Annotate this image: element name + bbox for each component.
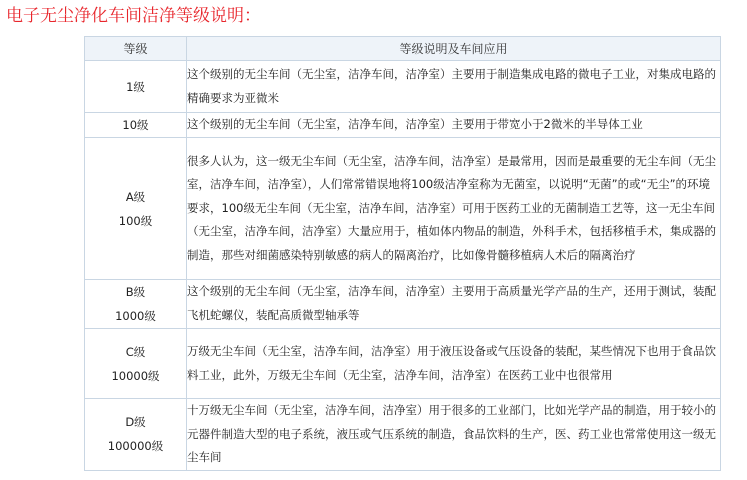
level-grade: A级 (125, 189, 146, 204)
table-row (85, 138, 721, 280)
level-cell (85, 329, 187, 399)
header-level: 等级 (85, 37, 187, 61)
header-description: 等级说明及车间应用 (187, 37, 721, 61)
table-row (85, 399, 721, 471)
level-cell (85, 61, 187, 113)
level-cell (85, 399, 187, 471)
level-class: 10000级 (111, 368, 160, 383)
level-grade: C级 (125, 344, 146, 359)
level-cell (85, 280, 187, 329)
page-title: 电子无尘净化车间洁净等级说明： (6, 6, 261, 26)
description-cell: 十万级无尘车间（无尘室，洁净车间，洁净室）用于很多的工业部门，比如光学产品的制造，用于较小的元器件制造大型的电子系统，液压或气压系统的制造，食品饮料的生产，医、药工业也常常使用这一级无尘车间 (187, 399, 721, 471)
table-row (85, 280, 721, 329)
level-grade: D级 (125, 415, 146, 430)
level-class: 100000级 (107, 439, 164, 454)
description-cell: 这个级别的无尘车间（无尘室，洁净车间，洁净室）主要用于制造集成电路的微电子工业，对集成电路的精确要求为亚微米 (187, 61, 721, 113)
table-header-row (85, 37, 721, 61)
description-cell: 这个级别的无尘车间（无尘室，洁净车间，洁净室）主要用于带宽小于2微米的半导体工业 (187, 113, 721, 138)
level-grade: B级 (125, 285, 146, 299)
level-label: 10级 (122, 118, 149, 132)
table-row (85, 329, 721, 399)
table-row (85, 61, 721, 113)
description-cell: 万级无尘车间（无尘室，洁净车间，洁净室）用于液压设备或气压设备的装配，某些情况下也用于食品饮料工业，此外，万级无尘车间（无尘室，洁净车间，洁净室）在医药工业中也很常用 (187, 329, 721, 399)
level-cell (85, 138, 187, 280)
level-class: 1000级 (115, 309, 156, 323)
level-cell (85, 113, 187, 138)
table-row (85, 113, 721, 138)
cleanroom-level-table (84, 36, 721, 471)
description-cell: 很多人认为，这一级无尘车间（无尘室，洁净车间，洁净室）是最常用，因而是最重要的无尘车间（无尘室，洁净车间，洁净室），人们常常错误地将100级洁净室称为无菌室，以说明“无菌”的或“无尘”的环境要求，100级无尘车间（无尘室，洁净车间，洁净室）可用于医药工业的无菌制造工艺等，这一无尘车间（无尘室，洁净车间，洁净室）大量应用于，植如体内物品的制造，外科手术，包括移植手术，集成器的制造，那些对细菌感染特别敏感的病人的隔离治疗，比如像骨髓移植病人术后的隔离治疗 (187, 138, 721, 280)
description-cell: 这个级别的无尘车间（无尘室，洁净车间，洁净室）主要用于高质量光学产品的生产，还用于测试，装配飞机蛇螺仪，装配高质微型轴承等 (187, 280, 721, 329)
level-label: 1级 (126, 79, 145, 94)
level-class: 100级 (118, 213, 153, 228)
